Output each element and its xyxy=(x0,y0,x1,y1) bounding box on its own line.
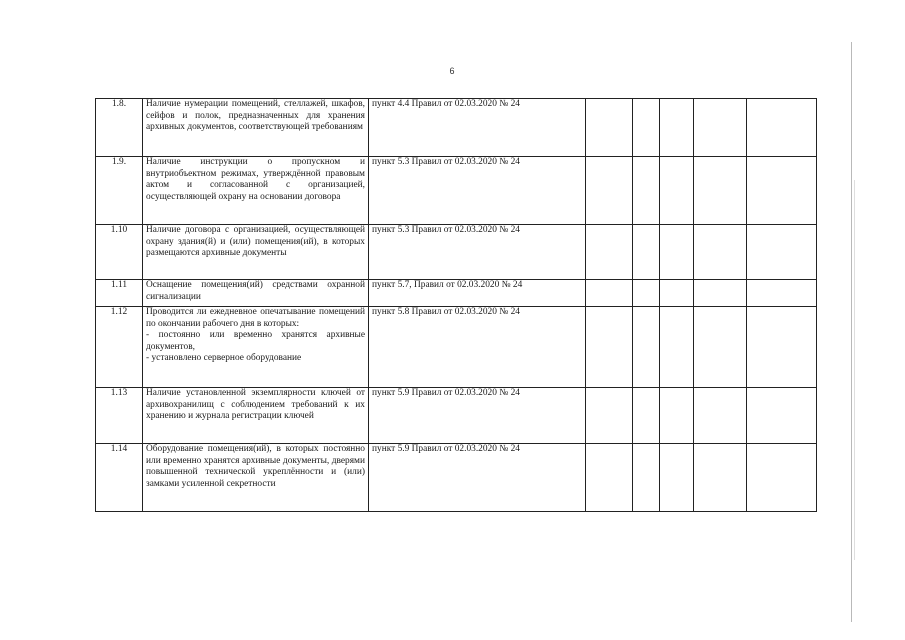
empty-cell xyxy=(694,157,747,225)
empty-cell xyxy=(694,307,747,388)
empty-cell xyxy=(694,99,747,157)
item-number: 1.11 xyxy=(96,280,143,307)
item-number: 1.10 xyxy=(96,225,143,280)
empty-cell xyxy=(660,444,694,512)
requirement-text: Наличие инструкции о пропускном и внутриобъектном режимах, утверждённой правовым актом и согласованной с организацией, осуществляющей охрану на основании договора xyxy=(143,157,369,225)
empty-cell xyxy=(747,388,817,444)
legal-reference: пункт 5.3 Правил от 02.03.2020 № 24 xyxy=(369,157,586,225)
item-number: 1.12 xyxy=(96,307,143,388)
item-number: 1.9. xyxy=(96,157,143,225)
empty-cell xyxy=(694,444,747,512)
table-row xyxy=(96,280,817,307)
empty-cell xyxy=(747,307,817,388)
checklist-table xyxy=(95,98,817,512)
legal-reference: пункт 5.7, Правил от 02.03.2020 № 24 xyxy=(369,280,586,307)
requirement-line: - постоянно или временно хранятся архивные документов, xyxy=(146,330,365,352)
requirement-line: Проводится ли ежедневное опечатывание помещений по окончании рабочего дня в которых: xyxy=(146,307,365,329)
legal-reference: пункт 5.3 Правил от 02.03.2020 № 24 xyxy=(369,225,586,280)
empty-cell xyxy=(660,99,694,157)
empty-cell xyxy=(633,280,660,307)
empty-cell xyxy=(586,225,633,280)
requirement-text xyxy=(143,307,369,388)
empty-cell xyxy=(660,157,694,225)
requirement-text: Оснащение помещения(ий) средствами охранной сигнализации xyxy=(143,280,369,307)
page-number: 6 xyxy=(449,66,455,76)
empty-cell xyxy=(633,444,660,512)
empty-cell xyxy=(586,99,633,157)
table-row xyxy=(96,388,817,444)
table-row xyxy=(96,157,817,225)
empty-cell xyxy=(586,388,633,444)
table-row xyxy=(96,99,817,157)
requirement-text: Оборудование помещения(ий), в которых постоянно или временно хранятся архивные документы, дверями повышенной технической укреплённости и (или) замками усиленной секретности xyxy=(143,444,369,512)
item-number: 1.14 xyxy=(96,444,143,512)
empty-cell xyxy=(747,157,817,225)
empty-cell xyxy=(586,157,633,225)
empty-cell xyxy=(747,225,817,280)
table-row xyxy=(96,225,817,280)
item-number: 1.8. xyxy=(96,99,143,157)
empty-cell xyxy=(586,307,633,388)
empty-cell xyxy=(747,99,817,157)
empty-cell xyxy=(633,99,660,157)
legal-reference: пункт 5.9 Правил от 02.03.2020 № 24 xyxy=(369,444,586,512)
empty-cell xyxy=(586,280,633,307)
requirement-line: - установлено серверное оборудование xyxy=(146,353,302,363)
requirement-text: Наличие установленной экземплярности ключей от архивохранилищ с соблюдением требований к их хранению и журнала регистрации ключей xyxy=(143,388,369,444)
empty-cell xyxy=(660,225,694,280)
empty-cell xyxy=(633,225,660,280)
empty-cell xyxy=(694,280,747,307)
empty-cell xyxy=(660,280,694,307)
empty-cell xyxy=(633,307,660,388)
empty-cell xyxy=(694,388,747,444)
scan-edge-line xyxy=(854,180,855,560)
legal-reference: пункт 4.4 Правил от 02.03.2020 № 24 xyxy=(369,99,586,157)
empty-cell xyxy=(660,307,694,388)
table-row xyxy=(96,444,817,512)
empty-cell xyxy=(660,388,694,444)
empty-cell xyxy=(747,280,817,307)
requirement-text: Наличие нумерации помещений, стеллажей, шкафов, сейфов и полок, предназначенных для хранения архивных документов, соответствующей требованиям xyxy=(143,99,369,157)
empty-cell xyxy=(633,157,660,225)
legal-reference: пункт 5.9 Правил от 02.03.2020 № 24 xyxy=(369,388,586,444)
empty-cell xyxy=(633,388,660,444)
empty-cell xyxy=(694,225,747,280)
legal-reference: пункт 5.8 Правил от 02.03.2020 № 24 xyxy=(369,307,586,388)
requirement-text: Наличие договора с организацией, осуществляющей охрану здания(й) и (или) помещения(ий), в которых размещаются архивные документы xyxy=(143,225,369,280)
empty-cell xyxy=(747,444,817,512)
empty-cell xyxy=(586,444,633,512)
item-number: 1.13 xyxy=(96,388,143,444)
scan-edge-line xyxy=(851,42,852,622)
table-row xyxy=(96,307,817,388)
